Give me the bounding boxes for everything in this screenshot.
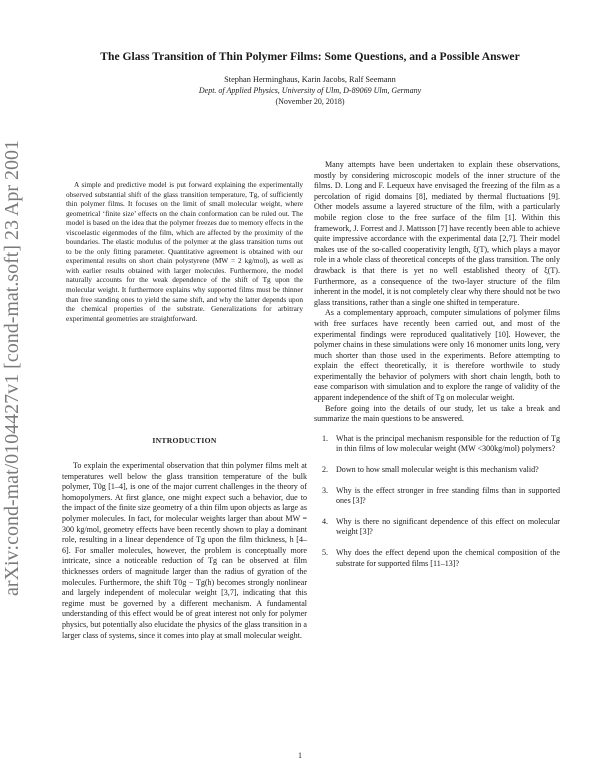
list-item-text: What is the principal mechanism responsible for the reduction of Tg in thin films of low molecular weight (MW <300kg/mol) polymers? — [336, 433, 560, 454]
list-item-text: Why is the effect stronger in free standing films than in supported ones [3]? — [336, 485, 560, 506]
list-item-text: Why does the effect depend upon the chemical composition of the substrate for supported films [11–13]? — [336, 548, 560, 568]
list-item — [314, 517, 560, 538]
questions-list — [314, 434, 560, 569]
arxiv-identifier: arXiv:cond-mat/0104427v1 [cond-mat.soft] 23 Apr 2001 — [1, 139, 23, 596]
paragraph-simulations: As a complementary approach, computer simulations of polymer films with free surfaces have recently been carried out, and most of the experimental findings were reproduced qualitatively [10]. However, the polymer chains in these simulations were only 16 monomer units long, very much shorter than those used in the experiments. Before attempting to explain the effect theoretically, it is therefore worthwile to study experimentally the behavior of polymers with short chain length, both to ease comparison with simulation and to explore the range of validity of the apparent independence of the shift of Tg on molecular weight. — [314, 308, 560, 403]
right-column — [314, 160, 560, 579]
paper-title: The Glass Transition of Thin Polymer Films: Some Questions, and a Possible Answer — [100, 50, 520, 63]
left-column — [62, 461, 307, 641]
paragraph-models: Many attempts have been undertaken to explain these observations, mostly by considering microscopic models of the inner structure of the films. D. Long and F. Lequeux have envisaged the freezing of the film as a percolation of rigid domains [8], mediated by thermal fluctuations [9]. Other models assume a layered structure of the film, with a particularly mobile region close to the free surface of the film [1]. Within this framework, J. Forrest and J. Mattsson [7] have recently been able to achieve quite impressive accordance with the experimental data [2,7]. Their model makes use of the so-called cooperativity length, ξ(T), which plays a mayor role in a whole class of theoretical concepts of the glass transition. The only drawback is that there is yet no well established theory of ξ(T). Furthermore, as a consequence of the two-layer structure of the film inherent in the model, it is not completely clear why there should not be two glass transitions, rather than a single one shifted in temperature. — [314, 160, 560, 307]
page-number: 1 — [298, 751, 302, 760]
section-heading-introduction: INTRODUCTION — [152, 436, 217, 445]
list-item-text: Down to how small molecular weight is this mechanism valid? — [336, 465, 539, 475]
list-item-number: 4. — [322, 516, 329, 526]
paper-date: (November 20, 2018) — [275, 97, 345, 106]
paragraph-questions-intro: Before going into the details of our study, let us take a break and summarize the main questions to be answered. — [314, 403, 560, 424]
list-item — [314, 465, 560, 476]
list-item-text: Why is there no significant dependence of this effect on molecular weight [3]? — [336, 516, 560, 537]
list-item — [314, 548, 560, 569]
list-item-number: 3. — [322, 485, 329, 495]
paper-authors: Stephan Herminghaus, Karin Jacobs, Ralf Seemann — [224, 75, 396, 84]
list-item-number: 5. — [322, 548, 329, 557]
intro-paragraph: To explain the experimental observation that thin polymer films melt at temperatures well below the glass transition temperature of the bulk polymer, T0g [1–4], is one of the major current challenges in the theory of homopolymers. At first glance, one might expect such a behavior, due to the impact of the finite size geometry of a thin film upon objects as large as polymer molecules. In fact, for molecular weights larger than about MW = 300 kg/mol, geometry effects have been recently shown to play a dominant role, resulting in a linear dependence of Tg upon the film thickness, h [4–6]. For smaller molecules, however, the problem is conceptually more intricate, since a noticeable reduction of Tg can be observed at film thicknesses orders of magnitude larger than the radius of gyration of the molecules. Furthermore, the shift T0g − Tg(h) becomes strongly nonlinear and largely independent of molecular weight [3,7], indicating that this regime must be governed by a different mechanism. A fundamental understanding of this effect would be of great interest not only for polymer physics, but potentially also elucidate the physics of the glass transition in a larger class of systems, since it comes into play at small molecular weight. — [62, 461, 307, 640]
list-item-number: 1. — [322, 433, 329, 443]
list-item — [314, 434, 560, 455]
abstract: A simple and predictive model is put forward explaining the experimentally observed substantial shift of the glass transition temperature, Tg, of sufficiently thin polymer films. It focuses on the limit of small molecular weight, where geometrical ‘finite size’ effects on the chain conformation can be ruled out. The model is based on the idea that the polymer freezes due to memory effects in the viscoelastic eigenmodes of the film, which are affected by the proximity of the boundaries. The elastic modulus of the polymer at the glass transition turns out to be the only fitting parameter. Quantitative agreement is obtained with our experimental results on short chain polystyrene (MW = 2 kg/mol), as well as with earlier results obtained with larger molecules. Furthermore, the model naturally accounts for the weak dependence of the shift of Tg upon the molecular weight. It furthermore explains why supported films must be thinner than free standing ones to yield the same shift, and why the latter depends upon the chemical properties of the substrate. Generalizations for arbitrary experimental geometries are straightforward. — [66, 180, 303, 323]
paper-affiliation: Dept. of Applied Physics, University of Ulm, D-89069 Ulm, Germany — [198, 86, 422, 95]
list-item — [314, 486, 560, 507]
list-item-number: 2. — [322, 465, 329, 475]
